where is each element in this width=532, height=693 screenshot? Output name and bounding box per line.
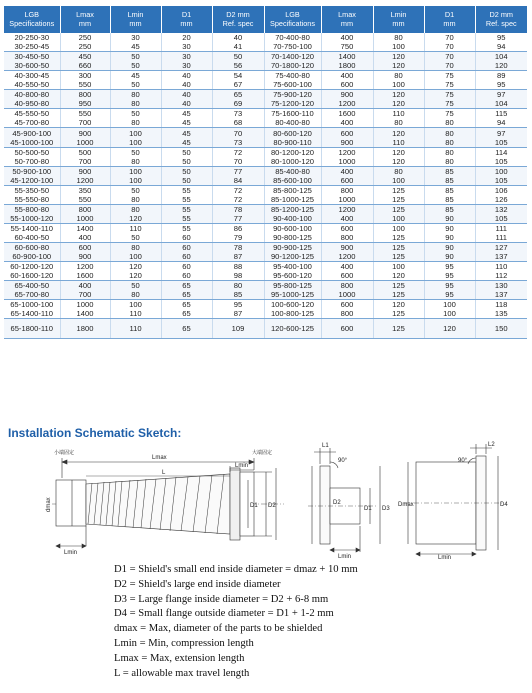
d3-label: D3 (382, 506, 390, 512)
table-cell: 90 90 (424, 243, 475, 262)
table-cell: 60 60 (161, 262, 212, 281)
table-cell: 1400 1800 (321, 52, 373, 71)
table-cell: 250 250 (60, 33, 110, 52)
table-cell: 85-800-125 85-1000-125 (264, 185, 321, 204)
table-cell: 40 40 (161, 90, 212, 109)
l2-label: L2 (488, 442, 495, 448)
lmin-top-label: Lmin (235, 463, 249, 469)
table-cell: 50-900-100 45-1200-100 (4, 166, 60, 185)
table-cell: 110 50 (110, 223, 161, 242)
table-cell: 72 72 (212, 185, 264, 204)
table-cell: 100 125 (373, 223, 424, 242)
table-cell: 65 65 (161, 300, 212, 319)
table-cell: 600 800 (321, 223, 373, 242)
table-cell: 127 137 (475, 243, 527, 262)
table-cell: 120 125 (373, 300, 424, 319)
table-cell: 60 60 (161, 243, 212, 262)
table-row (4, 243, 527, 262)
table-cell: 80-600-120 80-900-110 (264, 128, 321, 147)
table-cell: 80 100 (373, 33, 424, 52)
table-row (4, 90, 527, 109)
legend-item: Lmax = Max, extension length (114, 652, 245, 664)
table-cell: 50 56 (212, 52, 264, 71)
table-cell: 100 110 (110, 300, 161, 319)
table-cell: 125 125 (373, 185, 424, 204)
lmin-label: Lmin (438, 555, 452, 561)
table-cell: 95 95 (424, 262, 475, 281)
table-cell: 100 100 (424, 300, 475, 319)
table-cell: 100 100 (110, 128, 161, 147)
table-cell: 90-600-100 90-800-125 (264, 223, 321, 242)
table-cell: 78 87 (212, 243, 264, 262)
table-cell: 125 (373, 319, 424, 338)
table-cell: 65-1800-110 (4, 319, 60, 338)
table-cell: 50 80 (110, 109, 161, 128)
column-header: D2 mm Ref. spec (212, 6, 264, 33)
table-cell: 1200 400 (321, 204, 373, 223)
table-row (4, 71, 527, 90)
table-cell: 80 120 (110, 204, 161, 223)
table-cell: 45-550-50 45-700-80 (4, 109, 60, 128)
table-row (4, 109, 527, 128)
legend-item: D4 = Small flange outside diameter = D1 + 1-2 mm (114, 608, 334, 620)
table-cell: 75 80 (424, 109, 475, 128)
table-header-row (4, 6, 527, 33)
table-cell: 95-800-125 95-1000-125 (264, 281, 321, 300)
table-cell: 1400 400 (60, 223, 110, 242)
table-cell: 85 85 (424, 166, 475, 185)
table-cell: 50 50 (110, 52, 161, 71)
table-cell: 55-350-50 55-550-80 (4, 185, 60, 204)
table-cell: 77 84 (212, 166, 264, 185)
table-cell: 1800 (60, 319, 110, 338)
table-cell: 600 (321, 319, 373, 338)
table-cell: 115 94 (475, 109, 527, 128)
table-cell: 54 67 (212, 71, 264, 90)
table-cell: 70 70 (424, 33, 475, 52)
table-cell: 45-900-100 45-1000-100 (4, 128, 60, 147)
table-cell: 50 80 (110, 281, 161, 300)
table-cell: 80-1200-120 80-1000-120 (264, 147, 321, 166)
table-cell: 70-400-80 70-750-100 (264, 33, 321, 52)
left-note-label: 小端固定 (54, 450, 75, 456)
table-cell: 95 87 (212, 300, 264, 319)
table-cell: 80 85 (212, 281, 264, 300)
table-cell: 40 41 (212, 33, 264, 52)
table-cell: 75-400-80 75-600-100 (264, 71, 321, 90)
table-cell: 118 135 (475, 300, 527, 319)
l1-label: L1 (322, 443, 329, 449)
legend-item: Lmin = Min, compression length (114, 637, 254, 649)
d4-label: D4 (500, 502, 508, 508)
table-row (4, 262, 527, 281)
table-cell: 85-400-80 85-600-100 (264, 166, 321, 185)
angle-label: 90° (458, 458, 468, 464)
table-cell: 100-600-120 100-800-125 (264, 300, 321, 319)
table-cell: 80 100 (110, 243, 161, 262)
table-cell: 600 900 (321, 128, 373, 147)
table-cell: 125 100 (373, 204, 424, 223)
table-cell: 75 75 (424, 71, 475, 90)
table-cell: 50 50 (161, 147, 212, 166)
spec-table (4, 6, 527, 339)
table-cell: 400 600 (321, 71, 373, 90)
table-cell: 120 120 (373, 147, 424, 166)
table-cell: 89 95 (475, 71, 527, 90)
table-cell: 400 600 (321, 166, 373, 185)
table-cell: 60-1200-120 60-1600-120 (4, 262, 60, 281)
table-cell: 65 69 (212, 90, 264, 109)
table-body (4, 33, 527, 338)
table-cell: 75 75 (424, 90, 475, 109)
legend-item: D1 = Shield's small end inside diameter = dmaz + 10 mm (114, 564, 358, 575)
d1-label: D1 (250, 503, 258, 509)
table-cell: 40-800-80 40-950-80 (4, 90, 60, 109)
table-cell: 500 700 (60, 147, 110, 166)
table-cell: 120 120 (373, 90, 424, 109)
table-cell: 20 30 (161, 33, 212, 52)
table-cell: 800 1000 (321, 185, 373, 204)
table-cell: 80 80 (424, 128, 475, 147)
table-cell: 95-400-100 95-600-120 (264, 262, 321, 281)
table-cell: 300 550 (60, 71, 110, 90)
legend-item: D2 = Shield's large end inside diameter (114, 578, 281, 590)
right-note-label: 大端固定 (252, 450, 273, 456)
table-row (4, 281, 527, 300)
table-cell: 400 700 (60, 281, 110, 300)
column-header: Lmin mm (373, 6, 424, 33)
main-assembly-sketch (46, 442, 284, 562)
table-cell: 600 800 (321, 300, 373, 319)
legend-item: D3 = Large flange inside diameter = D2 + 6-8 mm (114, 593, 329, 605)
table-cell: 85-1200-125 90-400-100 (264, 204, 321, 223)
table-cell: 125 125 (373, 281, 424, 300)
table-cell: 40-300-45 40-550-50 (4, 71, 60, 90)
table-row (4, 300, 527, 319)
table-cell: 114 105 (475, 147, 527, 166)
table-cell: 100 105 (475, 166, 527, 185)
table-cell: 120 120 (110, 262, 161, 281)
table-cell: 80 100 (373, 71, 424, 90)
column-header: D2 mm Ref. spec (475, 6, 527, 33)
table-row (4, 166, 527, 185)
table-cell: 100 120 (373, 262, 424, 281)
table-row (4, 319, 527, 338)
table-cell: 88 98 (212, 262, 264, 281)
table-cell: 95 95 (424, 281, 475, 300)
column-header: Lmax mm (60, 6, 110, 33)
table-cell: 78 77 (212, 204, 264, 223)
table-cell: 55 55 (161, 204, 212, 223)
table-cell: 900 1000 (60, 128, 110, 147)
small-end-flange-sketch (298, 440, 388, 560)
table-cell: 75-1600-110 80-400-80 (264, 109, 321, 128)
table-cell: 70-1400-120 70-1800-120 (264, 52, 321, 71)
table-cell: 1200 1000 (321, 147, 373, 166)
table-cell: 30 45 (110, 33, 161, 52)
legend-item: L = allowable max travel length (114, 667, 250, 679)
table-cell: 130 137 (475, 281, 527, 300)
table-cell: 550 700 (60, 109, 110, 128)
table-cell: 90 90 (424, 223, 475, 242)
table-cell: 95 94 (475, 33, 527, 52)
table-row (4, 33, 527, 52)
d1-label: D1 (364, 506, 372, 512)
table-cell: 30 30 (161, 52, 212, 71)
large-end-flange-sketch (394, 440, 512, 560)
table-cell: 45 50 (110, 71, 161, 90)
table-cell: 55-800-80 55-1000-120 (4, 204, 60, 223)
column-header: D1 mm (161, 6, 212, 33)
table-cell: 70 70 (424, 52, 475, 71)
section-title: Installation Schematic Sketch: (8, 426, 182, 440)
table-cell: 45 45 (161, 128, 212, 147)
table-cell: 30-450-50 30-600-50 (4, 52, 60, 71)
column-header: D1 mm (424, 6, 475, 33)
table-cell: 111 111 (475, 223, 527, 242)
table-cell: 450 660 (60, 52, 110, 71)
table-row (4, 52, 527, 71)
table-cell: 800 1000 (60, 204, 110, 223)
table-cell: 100 100 (110, 166, 161, 185)
table-cell: 800 1000 (321, 281, 373, 300)
table-cell: 110 (110, 319, 161, 338)
dmax-label: Dmax (398, 502, 414, 508)
table-cell: 125 125 (373, 243, 424, 262)
l-label: L (162, 470, 166, 476)
legend-item: dmax = Max, diameter of the parts to be shielded (114, 623, 323, 635)
table-cell: 55-1400-110 60-400-50 (4, 223, 60, 242)
table-cell: 80 80 (424, 147, 475, 166)
table-cell: 50 80 (110, 185, 161, 204)
table-cell: 90-900-125 90-1200-125 (264, 243, 321, 262)
lmin-bottom-label: Lmin (64, 550, 78, 556)
table-cell: 55 60 (161, 223, 212, 242)
table-cell: 65 (161, 319, 212, 338)
table-cell: 60-600-80 60-900-100 (4, 243, 60, 262)
dmax-label: dmax (46, 497, 52, 512)
column-header: LGB Specifications (4, 6, 60, 33)
table-cell: 20-250-30 30-250-45 (4, 33, 60, 52)
table-row (4, 223, 527, 242)
column-header: LGB Specifications (264, 6, 321, 33)
table-cell: 600 900 (60, 243, 110, 262)
angle-label: 90° (338, 458, 348, 464)
table-cell: 109 (212, 319, 264, 338)
table-cell: 350 550 (60, 185, 110, 204)
table-cell: 120 (424, 319, 475, 338)
lmax-label: Lmax (152, 455, 167, 461)
d2-label: D2 (333, 500, 341, 506)
table-cell: 50 80 (110, 147, 161, 166)
table-cell: 65 65 (161, 281, 212, 300)
legend-list (114, 563, 358, 681)
table-cell: 900 1200 (60, 166, 110, 185)
table-cell: 73 68 (212, 109, 264, 128)
table-cell: 55 55 (161, 185, 212, 204)
table-cell: 45 45 (161, 109, 212, 128)
table-cell: 110 112 (475, 262, 527, 281)
lmin-label: Lmin (338, 554, 352, 560)
table-cell: 1000 1400 (60, 300, 110, 319)
table-row (4, 147, 527, 166)
d2-label: D2 (268, 503, 276, 509)
table-cell: 1600 400 (321, 109, 373, 128)
table-cell: 50 50 (161, 166, 212, 185)
table-cell: 900 1200 (321, 90, 373, 109)
table-cell: 120 120 (373, 52, 424, 71)
table-cell: 120-600-125 (264, 319, 321, 338)
table-cell: 80 100 (373, 166, 424, 185)
column-header: Lmax mm (321, 6, 373, 33)
table-row (4, 128, 527, 147)
table-cell: 86 79 (212, 223, 264, 242)
table-cell: 85 85 (424, 185, 475, 204)
table-cell: 80 80 (110, 90, 161, 109)
table-cell: 150 (475, 319, 527, 338)
table-cell: 104 120 (475, 52, 527, 71)
table-cell: 40 40 (161, 71, 212, 90)
table-cell: 70 73 (212, 128, 264, 147)
table-cell: 132 105 (475, 204, 527, 223)
column-header: Lmin mm (110, 6, 161, 33)
table-cell: 50-500-50 50-700-80 (4, 147, 60, 166)
table-cell: 106 126 (475, 185, 527, 204)
table-row (4, 185, 527, 204)
table-cell: 120 110 (373, 128, 424, 147)
table-cell: 85 90 (424, 204, 475, 223)
table-cell: 110 80 (373, 109, 424, 128)
table-cell: 900 1200 (321, 243, 373, 262)
table-cell: 800 950 (60, 90, 110, 109)
table-cell: 400 600 (321, 262, 373, 281)
table-cell: 97 104 (475, 90, 527, 109)
table-cell: 65-1000-100 65-1400-110 (4, 300, 60, 319)
table-cell: 72 70 (212, 147, 264, 166)
table-cell: 97 105 (475, 128, 527, 147)
table-cell: 75-900-120 75-1200-120 (264, 90, 321, 109)
table-row (4, 204, 527, 223)
table-cell: 1200 1600 (60, 262, 110, 281)
table-cell: 65-400-50 65-700-80 (4, 281, 60, 300)
table-cell: 400 750 (321, 33, 373, 52)
